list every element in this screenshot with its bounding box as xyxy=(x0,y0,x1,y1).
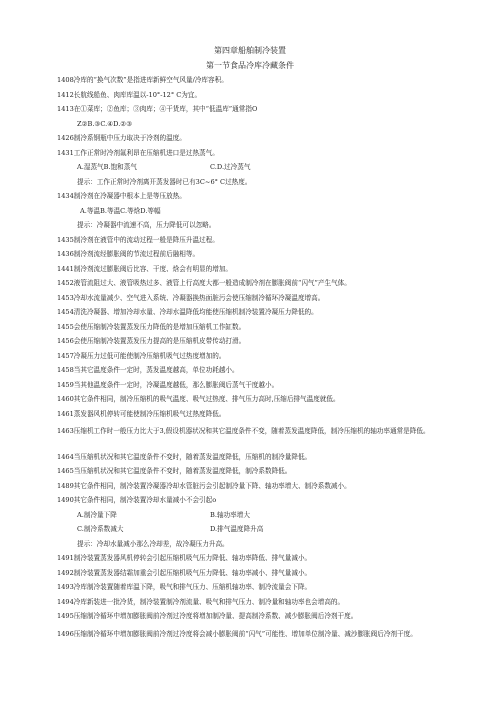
text-line: 1464当压缩机状况和其它温度条件不变时，随着蒸发温度降低，压缩机的制冷量降低。 xyxy=(57,453,312,461)
text-line: 1458当其它温度条件一定时，蒸发温度越高，单位功耗越小。 xyxy=(57,366,239,374)
text-line: 1453冷却水流量减少、空气进入系统、冷凝器换热面脏污会使压缩制冷循环冷凝温度增高。 xyxy=(57,294,325,302)
text-line: 1408冷库的“换气次数”是指进库新鲜空气风量/冷库容积。 xyxy=(57,76,228,84)
text-line: A.等温B.等温C.等焓D.等幅 xyxy=(80,207,161,215)
text-line: 1492制冷装置蒸发器结霜加重会引起压缩机吸气压力降低、轴功率减小、排气量减小。 xyxy=(57,569,312,577)
text-line: 提示：冷却水量减小那么冷却差，故冷凝压力升高。 xyxy=(77,540,229,548)
text-line: 提示：工作正常时冷剂离开蒸发器时已有3C~6° C过热度。 xyxy=(77,178,252,186)
text-line: 1435制冷剂在液管中的流动过程一般是降压升温过程。 xyxy=(57,236,219,244)
option-a: A.制冷量下降 xyxy=(77,511,117,519)
option-b: B.轴功率增大 xyxy=(210,511,250,519)
text-line: 1412长航线船鱼、肉库库温以-10°-12° C为宜。 xyxy=(57,91,202,99)
text-line: 1493冷库制冷装置随着库温下降，吸气和排气压力、压缩机轴功率、制冷流量会下降。 xyxy=(57,583,312,591)
text-line: 1441制冷剂流过膨胀阀后比容、干度、焓会有明显的增加。 xyxy=(57,265,233,273)
text-line: 1452液管流阻过大、液管吸热过多、液管上行高度大都一般造成制冷剂在膨胀阀前“闪气”产生气体。 xyxy=(57,279,351,287)
text-line: 1465当压缩机状况和其它温度条件不变时，随着蒸发温度降低，制冷系数降低。 xyxy=(57,467,292,475)
text-line: 1459当其他温度条件一定时，冷凝温度越低，那么膨胀阀后蒸气干度越小。 xyxy=(57,381,279,389)
text-line: 1495压缩制冷循环中增加膨胀阀前冷剂过冷度将增加制冷量、提高制冷系数、减少膨胀阀后冷剂干度。 xyxy=(57,612,358,620)
text-line: 1434制冷剂在冷凝器中根本上是等压放热。 xyxy=(57,192,186,200)
chapter-title: 第四章船舶制冷装置 xyxy=(214,46,286,55)
text-line: 提示：冷凝器中流速不高，压力降低可以忽略。 xyxy=(77,221,216,229)
text-line: 1491制冷装置蒸发器风机停转会引起压缩机吸气压力降低、轴功率降低、排气量减小。 xyxy=(57,554,312,562)
text-line: 1496压缩制冷循环中增加膨胀阀前冷剂过冷度将会减小膨胀阀前“闪气”可能性、增加单位制冷量、减沙膨胀阀后冷剂干度。 xyxy=(57,630,417,638)
text-line: 1454清洗冷凝器、增加冷却水量、冷却水温降低均能使压缩机制冷装置冷凝压力降低的。 xyxy=(57,308,318,316)
text-line: 1456会使压缩制冷装置蒸发压力提高的是压缩机皮带传动打滑。 xyxy=(57,337,246,345)
text-line: 1460其它条件相同，制冷压缩机的吸气温度、吸气过热度、排气压力高时,压缩后排气温度就低。 xyxy=(57,395,340,403)
text-line: A.湿蒸气B.饱和蒸气 xyxy=(77,163,137,171)
option-d: D.排气温度降升高 xyxy=(210,525,264,533)
text-line: 1436制冷剂流经膨胀阀的节流过程前后融相等。 xyxy=(57,250,200,258)
text-line: C.D.过冷蒸气 xyxy=(210,163,251,171)
text-line: 1461蒸发器风机停转可能使制冷压缩机吸气过热度降低。 xyxy=(57,410,226,418)
text-line: 1457冷凝压力过低可能使制冷压缩机吸气过热度增加的。 xyxy=(57,352,226,360)
text-line: 1431工作正常时冷剂氟利昂在压缩机进口是过热蒸气。 xyxy=(57,149,219,157)
text-line: 1426制冷系钢瓶中压力取决于冷剂的温度。 xyxy=(57,134,186,142)
text-line: 1455会使压缩制冷装置蒸发压力降低的是增加压缩机工作缸数。 xyxy=(57,323,246,331)
option-c: C.制冷系数减大 xyxy=(77,525,124,533)
text-line: 1490其它条件相同，制冷装置冷却水量减小不会引起o xyxy=(57,496,217,504)
text-line: 1489其它条件相同，制冷装置冷凝器冷却水管脏污会引起制冷量下降、轴功率增大、制冷系数减小。 xyxy=(57,482,351,490)
section-title: 第一节食品冷库冷藏条件 xyxy=(206,61,294,70)
text-line: 1494冷库新装进一批冷货，制冷装置制冷剂流量、吸气和排气压力、制冷量和轴功率也会增高的。 xyxy=(57,598,345,606)
text-line: Z②B.③C.④D.②③ xyxy=(77,120,133,128)
text-line: 1413在①菜库；②鱼库；③肉库；④干货库，其中“低温库”通常指O xyxy=(57,105,258,113)
text-line: 1463压缩机工作时一般压力比大于3,假设机器状况和其它温度条件不变，随着蒸发温度降低，制冷压缩机的轴功率通常是降低。 xyxy=(57,427,430,435)
